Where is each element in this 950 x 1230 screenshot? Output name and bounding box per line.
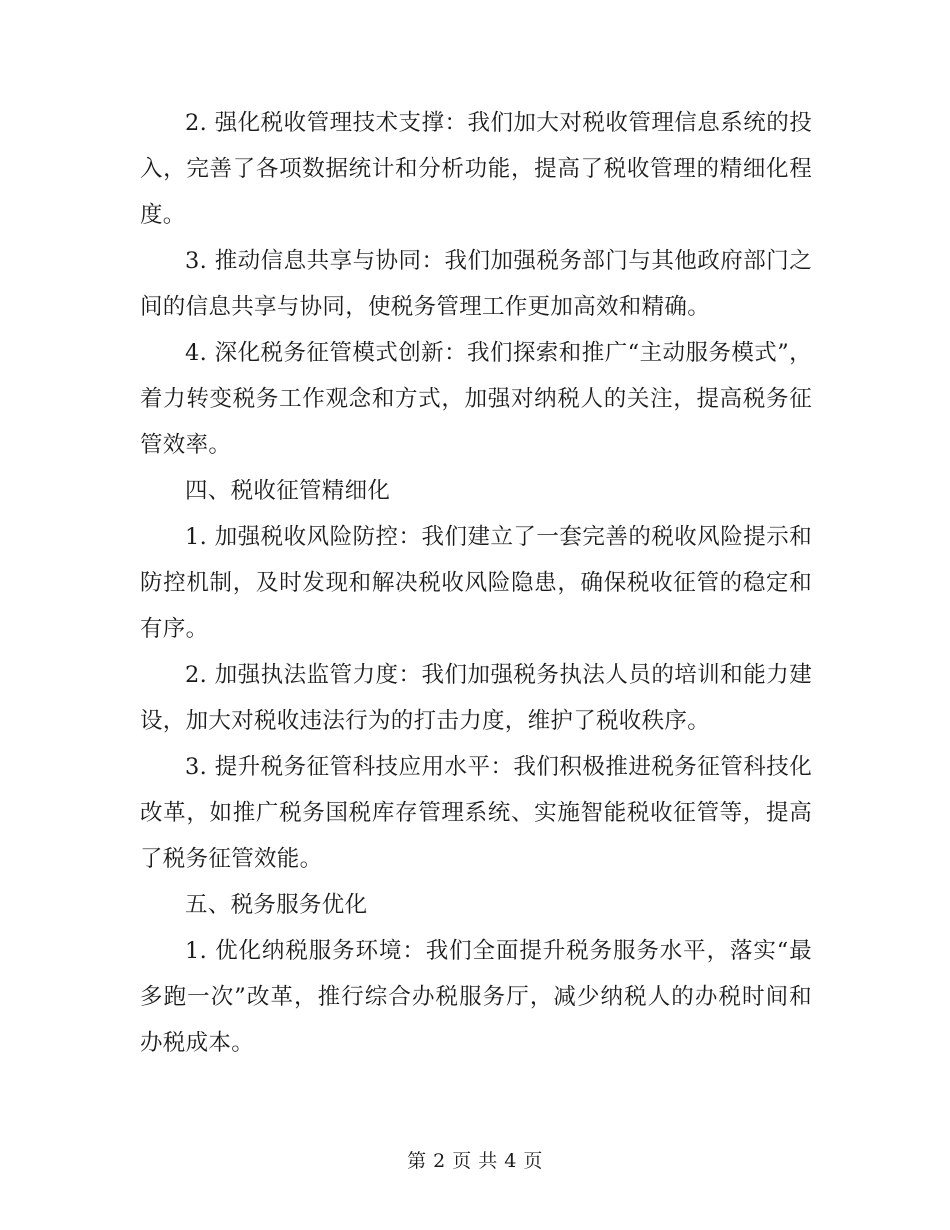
paragraph-item: 3. 推动信息共享与协同：我们加强税务部门与其他政府部门之间的信息共享与协同，使税务管理工作更加高效和精确。	[140, 248, 812, 320]
paragraph-item: 3. 提升税务征管科技应用水平：我们积极推进税务征管科技化改革，如推广税务国税库存管理系统、实施智能税收征管等，提高了税务征管效能。	[140, 754, 812, 872]
paragraph-item: 2. 强化税收管理技术支撑：我们加大对税收管理信息系统的投入，完善了各项数据统计和分析功能，提高了税收管理的精细化程度。	[140, 110, 812, 228]
paragraph-item: 2. 加强执法监管力度：我们加强税务执法人员的培训和能力建设，加大对税收违法行为的打击力度，维护了税收秩序。	[140, 662, 812, 734]
document-body	[140, 100, 812, 1066]
paragraph-item: 1. 加强税收风险防控：我们建立了一套完善的税收风险提示和防控机制，及时发现和解决税收风险隐患，确保税收征管的稳定和有序。	[140, 524, 812, 642]
section-heading: 五、税务服务优化	[185, 892, 368, 918]
paragraph-item: 4. 深化税务征管模式创新：我们探索和推广“主动服务模式”，着力转变税务工作观念和方式，加强对纳税人的关注，提高税务征管效率。	[140, 340, 812, 458]
paragraph-item: 1. 优化纳税服务环境：我们全面提升税务服务水平，落实“最多跑一次”改革，推行综合办税服务厅，减少纳税人的办税时间和办税成本。	[140, 938, 812, 1056]
section-heading: 四、税收征管精细化	[185, 478, 391, 504]
page-number-footer: 第 2 页 共 4 页	[407, 1150, 543, 1172]
